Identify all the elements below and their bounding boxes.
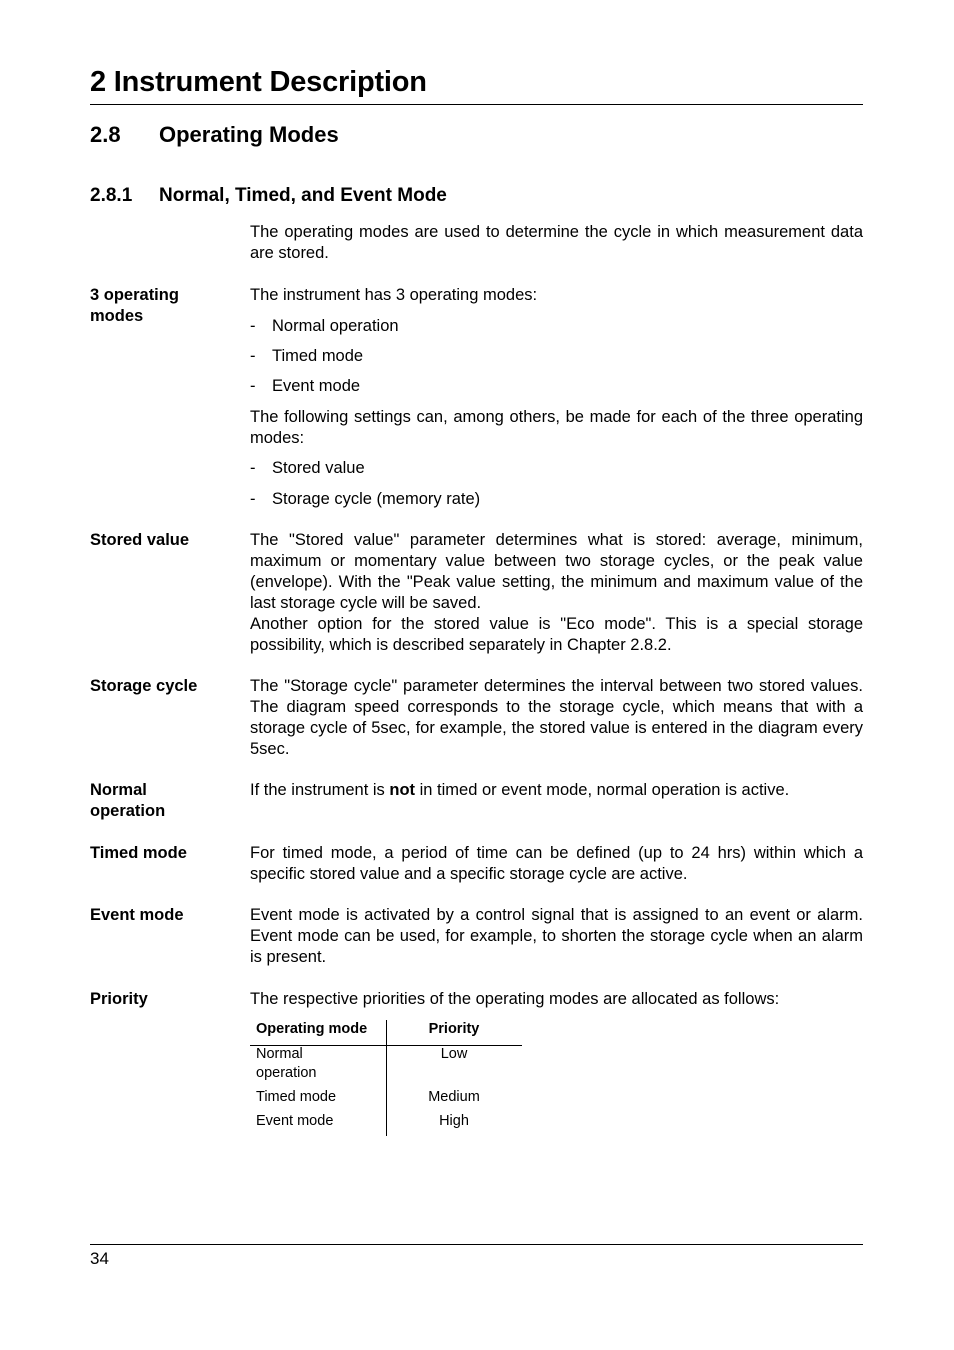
chapter-title: 2 Instrument Description (90, 66, 427, 98)
footer-divider (90, 1244, 863, 1245)
table-cell-mode: Event mode (256, 1113, 334, 1129)
normal-operation-label: Normal operation (90, 781, 166, 820)
page-number: 34 (90, 1249, 109, 1268)
intro-paragraph: The operating modes are used to determine the cycle in which measurement data are stored. (250, 223, 863, 262)
list-item: - Timed mode (250, 347, 364, 365)
priority-label: Priority (90, 990, 148, 1008)
list-item: - Event mode (250, 377, 361, 395)
event-mode-text: Event mode is activated by a control signal that is assigned to an event or alarm. Event mode can be used, for example, to shorten the storage cycle when an alarm is present. (250, 906, 863, 966)
list-item: - Stored value (250, 459, 365, 477)
table-cell-mode: Timed mode (256, 1089, 337, 1105)
table-header-priority: Priority (428, 1021, 480, 1037)
subsection-number: 2.8.1 (90, 185, 133, 206)
subsection-heading (90, 185, 447, 207)
section-title: Operating Modes (159, 122, 339, 147)
storage-cycle-text: The "Storage cycle" parameter determines the interval between two stored values. The diagram speed corresponds to the storage cycle, which means that with a storage cycle of 5sec, for example, the stored value is entered in the diagram every 5sec. (250, 677, 863, 758)
section-number: 2.8 (90, 122, 121, 147)
table-cell-priority: Low (440, 1046, 468, 1062)
list-item: - Normal operation (250, 317, 399, 335)
event-mode-label: Event mode (90, 906, 184, 924)
stored-value-text: The "Stored value" parameter determines what is stored: average, minimum, maximum or momentary value between two storage cycles, or the peak value (envelope). With the "Peak value setting, the minimum and maximum value of the last storage cycle will be saved. Another option for the stored value is "Eco mode". This is a special storage possibility, which is described separately in Chapter 2.8.2. (250, 531, 863, 654)
stored-value-label: Stored value (90, 531, 190, 549)
list-item: - Storage cycle (memory rate) (250, 490, 481, 508)
three-modes-lead: The instrument has 3 operating modes: (250, 286, 538, 304)
table-cell-priority: Medium (428, 1089, 480, 1105)
section-heading (90, 122, 339, 148)
settings-lead: The following settings can, among others, be made for each of the three operating modes: (250, 408, 863, 447)
priority-text: The respective priorities of the operating modes are allocated as follows: (250, 990, 780, 1008)
timed-mode-text: For timed mode, a period of time can be defined (up to 24 hrs) within which a specific stored value and a specific storage cycle are active. (250, 844, 863, 883)
three-modes-label: 3 operating modes (90, 286, 179, 325)
normal-operation-text: If the instrument is not in timed or event mode, normal operation is active. (250, 781, 790, 799)
timed-mode-label: Timed mode (90, 844, 187, 862)
chapter-divider (90, 104, 863, 105)
table-cell-mode: Normal operation (256, 1046, 317, 1081)
storage-cycle-label: Storage cycle (90, 677, 198, 695)
table-header-mode: Operating mode (256, 1021, 368, 1037)
table-cell-priority: High (439, 1113, 469, 1129)
subsection-title: Normal, Timed, and Event Mode (159, 185, 447, 206)
